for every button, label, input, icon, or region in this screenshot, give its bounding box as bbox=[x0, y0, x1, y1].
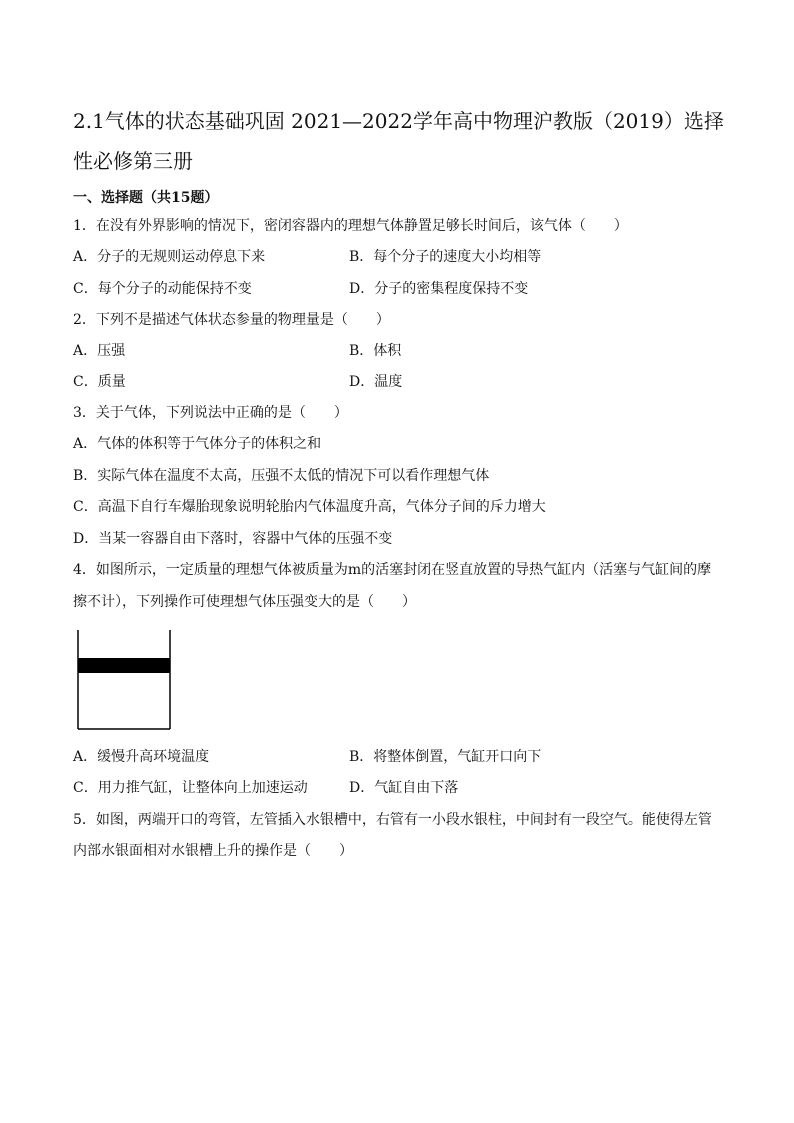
question-2-option-d: D．温度 bbox=[349, 374, 403, 390]
question-1-option-a: A．分子的无规则运动停息下来 bbox=[73, 249, 266, 265]
question-4-option-c: C．用力推气缸，让整体向上加速运动 bbox=[73, 780, 308, 796]
question-3-option-d: D．当某一容器自由下落时，容器中气体的压强不变 bbox=[73, 531, 393, 547]
question-4-stem-line-1: 4．如图所示，一定质量的理想气体被质量为m的活塞封闭在竖直放置的导热气缸内（活塞与气缸间的摩 bbox=[73, 562, 712, 578]
piston bbox=[78, 658, 170, 673]
question-4-stem-line-2: 擦不计），下列操作可使理想气体压强变大的是（ ） bbox=[73, 594, 416, 610]
question-5-stem-line-1: 5．如图，两端开口的弯管，左管插入水银槽中，右管有一小段水银柱，中间封有一段空气。能使得左管 bbox=[73, 812, 712, 828]
question-3-stem: 3．关于气体，下列说法中正确的是（ ） bbox=[73, 405, 348, 421]
question-2-option-b: B．体积 bbox=[349, 343, 402, 359]
question-2-stem: 2．下列不是描述气体状态参量的物理量是（ ） bbox=[73, 312, 390, 328]
question-4-option-a: A．缓慢升高环境温度 bbox=[73, 749, 210, 765]
question-1-option-d: D．分子的密集程度保持不变 bbox=[349, 281, 529, 297]
question-1-option-c: C．每个分子的动能保持不变 bbox=[73, 281, 252, 297]
question-3-option-b: B．实际气体在温度不太高，压强不太低的情况下可以看作理想气体 bbox=[73, 468, 490, 484]
question-2-option-c: C．质量 bbox=[73, 374, 126, 390]
question-5-stem-line-2: 内部水银面相对水银槽上升的操作是（ ） bbox=[73, 843, 353, 859]
cylinder-piston-figure bbox=[76, 630, 172, 730]
question-4-option-d: D．气缸自由下落 bbox=[349, 780, 459, 796]
question-3-option-a: A．气体的体积等于气体分子的体积之和 bbox=[73, 436, 322, 452]
question-3-option-c: C．高温下自行车爆胎现象说明轮胎内气体温度升高，气体分子间的斥力增大 bbox=[73, 499, 546, 515]
question-4-option-b: B．将整体倒置，气缸开口向下 bbox=[349, 749, 542, 765]
question-1-option-b: B．每个分子的速度大小均相等 bbox=[349, 249, 542, 265]
document-title: 2.1气体的状态基础巩固 2021—2022学年高中物理沪教版（2019）选择性必修第三册 bbox=[73, 109, 724, 173]
question-1-stem: 1．在没有外界影响的情况下，密闭容器内的理想气体静置足够长时间后，该气体（ ） bbox=[73, 218, 628, 234]
question-2-option-a: A．压强 bbox=[73, 343, 126, 359]
section-heading: 一、选择题（共15题） bbox=[73, 190, 219, 206]
